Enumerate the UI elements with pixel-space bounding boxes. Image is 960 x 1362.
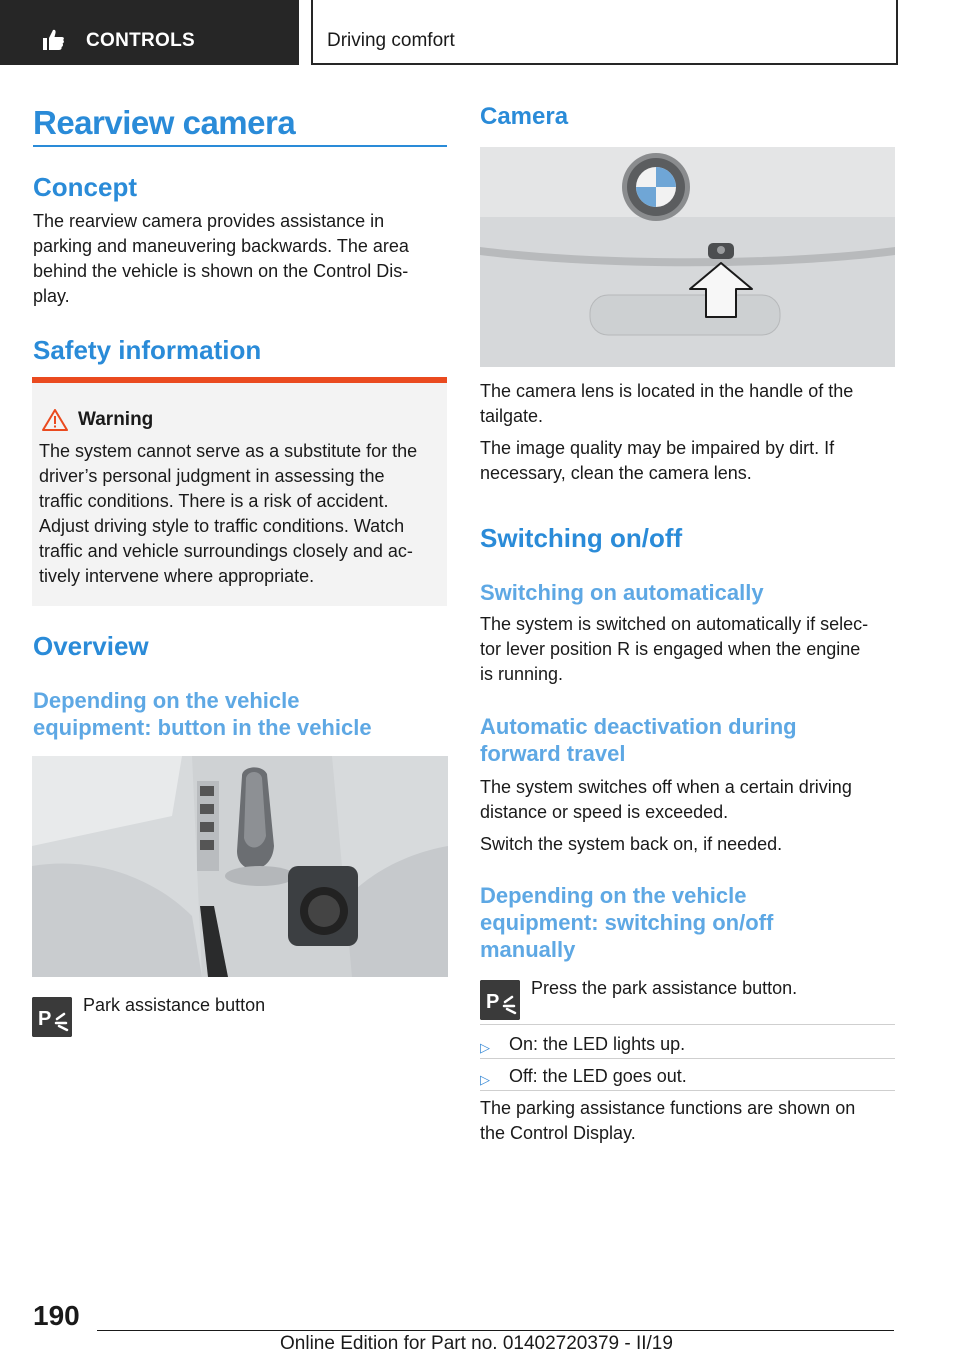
footer-edition: Online Edition for Part no. 01402720379 - II/19 — [280, 1333, 673, 1354]
footer-rule — [97, 1330, 894, 1331]
warning-title: Warning — [78, 409, 154, 430]
heading-line: equipment: switching on/off — [480, 910, 774, 935]
page-number: 190 — [33, 1300, 80, 1331]
heading-line: Automatic deactivation during — [480, 714, 797, 739]
list-divider — [480, 1090, 895, 1091]
warning-line: traffic and vehicle surroundings closely and ac- — [39, 541, 413, 561]
switch-back-on-text: Switch the system back on, if needed. — [480, 834, 783, 854]
text-line: tor lever position R is engaged when the engine — [480, 639, 861, 659]
text-line: The system is switched on automatically if selec- — [480, 614, 869, 634]
park-assistance-button-icon — [480, 980, 520, 1020]
camera-dirt-text — [480, 436, 895, 486]
switching-heading: Switching on/off — [480, 523, 683, 553]
list-divider — [480, 1058, 895, 1059]
park-assistance-button-icon — [32, 997, 72, 1037]
warning-line: driver’s personal judgment in assessing the — [39, 466, 385, 486]
heading-line: Depending on the vehicle — [480, 883, 747, 908]
concept-line: The rearview camera provides assistance in — [33, 211, 385, 231]
heading-line: forward travel — [480, 741, 626, 766]
auto-on-text — [480, 612, 895, 687]
button-in-vehicle-heading — [33, 687, 372, 741]
overview-heading: Overview — [33, 631, 149, 661]
warning-text — [39, 439, 444, 589]
text-line: The parking assistance functions are shown on — [480, 1098, 856, 1118]
concept-line: behind the vehicle is shown on the Control Dis- — [33, 261, 409, 281]
list-item-text: On: the LED lights up. — [509, 1034, 686, 1054]
header-section-label: CONTROLS — [86, 30, 196, 51]
camera-heading: Camera — [480, 103, 569, 130]
safety-heading: Safety information — [33, 335, 262, 365]
concept-line: play. — [33, 286, 70, 306]
svg-text:P: P — [38, 1008, 52, 1030]
text-line: the Control Display. — [480, 1123, 636, 1143]
park-assistance-caption: Park assistance button — [83, 995, 266, 1015]
auto-off-heading — [480, 713, 797, 767]
header-chapter-tab — [311, 0, 898, 65]
auto-on-heading: Switching on automatically — [480, 580, 764, 605]
warning-line: traffic conditions. There is a risk of accident. — [39, 491, 389, 511]
list-item-text: Off: the LED goes out. — [509, 1066, 687, 1086]
text-line: The image quality may be impaired by dirt. If — [480, 438, 835, 458]
warning-line: tively intervene where appropriate. — [39, 566, 315, 586]
text-line: tailgate. — [480, 406, 544, 426]
concept-paragraph — [33, 209, 448, 309]
page-title: Rearview camera — [33, 104, 296, 141]
header-section-tab — [0, 0, 299, 65]
warning-box — [32, 377, 447, 606]
warning-triangle-icon — [42, 409, 68, 431]
heading-line: equipment: button in the vehicle — [33, 715, 372, 740]
warning-line: Adjust driving style to traffic conditions. Watch — [39, 516, 405, 536]
text-line: distance or speed is exceeded. — [480, 802, 729, 822]
text-line: necessary, clean the camera lens. — [480, 463, 752, 483]
manual-switch-text: Press the park assistance button. — [531, 978, 798, 998]
text-line: The system switches off when a certain driving — [480, 777, 852, 797]
warning-line: The system cannot serve as a substitute for the — [39, 441, 418, 461]
bullet-triangle-icon: ▷ — [480, 1072, 490, 1087]
manual-switch-heading — [480, 882, 773, 963]
hand-pointer-icon — [40, 28, 66, 52]
concept-heading: Concept — [33, 172, 137, 202]
camera-location-text — [480, 379, 895, 429]
concept-line: parking and maneuvering backwards. The area — [33, 236, 409, 256]
display-text — [480, 1096, 895, 1146]
center-console-image — [32, 756, 448, 977]
text-line: The camera lens is located in the handle of the — [480, 381, 854, 401]
tailgate-camera-image — [480, 147, 895, 367]
auto-off-text — [480, 775, 895, 825]
title-underline — [33, 145, 447, 147]
heading-line: Depending on the vehicle — [33, 688, 300, 713]
svg-text:P: P — [486, 991, 500, 1013]
list-divider — [480, 1024, 895, 1025]
header-chapter-label: Driving comfort — [327, 30, 455, 51]
text-line: is running. — [480, 664, 564, 684]
bullet-triangle-icon: ▷ — [480, 1040, 490, 1055]
heading-line: manually — [480, 937, 576, 962]
